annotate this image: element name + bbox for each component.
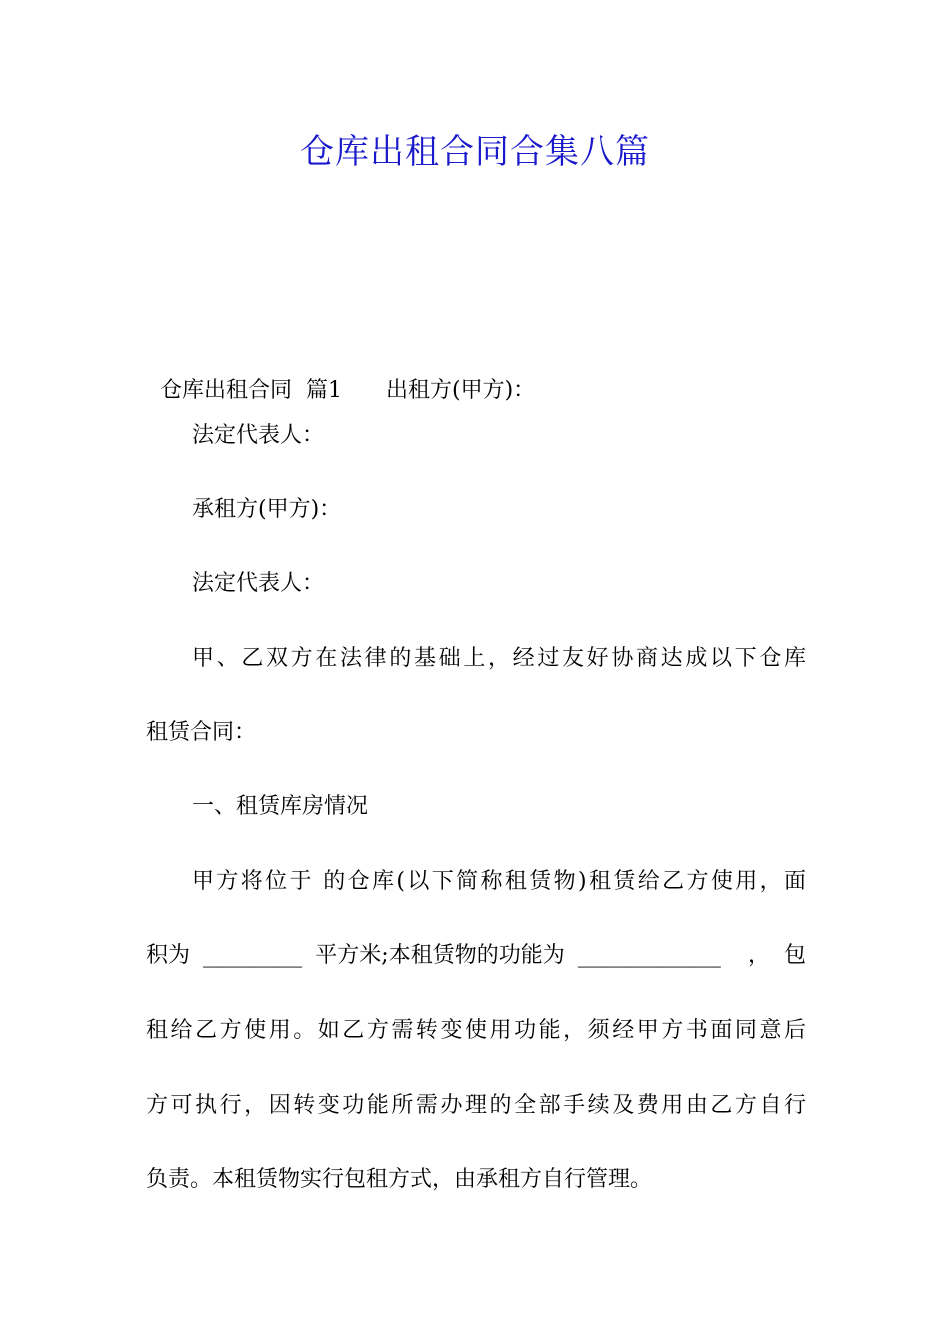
lessee-label: 承租方(甲方)： [192, 497, 342, 522]
paragraph-1-line-5: 负责。本租赁物实行包租方式，由承租方自行管理。 [146, 1167, 653, 1192]
lessor-label: 出租方(甲方)： [385, 378, 536, 403]
paragraph-1-line-4: 方可执行，因转变功能所需办理的全部手续及费用由乙方自行 [146, 1093, 806, 1118]
line-tail: ， 包 [734, 943, 806, 968]
intro-line-2: 租赁合同： [146, 720, 257, 745]
intro-line-1: 甲、乙双方在法律的基础上，经过友好协商达成以下仓库 [192, 646, 806, 671]
paragraph-1-line-1: 甲方将位于 的仓库(以下简称租赁物)租赁给乙方使用，面 [192, 869, 806, 894]
legal-representative-2: 法定代表人： [192, 571, 325, 596]
section-1-heading: 一、租赁库房情况 [192, 794, 369, 819]
contract-header-line [146, 343, 806, 407]
page-title: 仓库出租合同合集八篇 [300, 132, 650, 172]
paragraph-1-line-2 [146, 940, 806, 972]
section-label: 仓库出租合同 篇1 [160, 378, 342, 403]
paragraph-1-line-3: 租给乙方使用。如乙方需转变使用功能，须经甲方书面同意后 [146, 1018, 806, 1043]
area-label: 积为 [146, 943, 191, 968]
function-label: 平方米;本租赁物的功能为 [315, 943, 565, 968]
legal-representative-1: 法定代表人： [192, 423, 325, 448]
function-blank: _____________ [577, 943, 721, 968]
area-blank: _________ [203, 943, 303, 968]
